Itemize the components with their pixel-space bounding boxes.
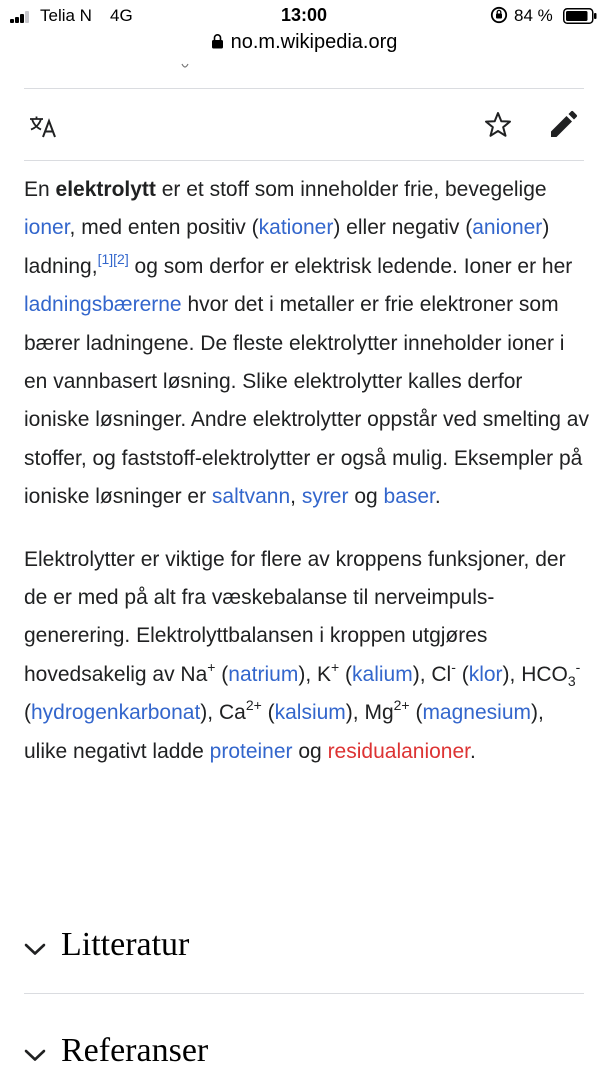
rotation-lock-icon bbox=[490, 6, 508, 24]
link-natrium[interactable]: natrium bbox=[228, 662, 299, 686]
link-kalsium[interactable]: kalsium bbox=[274, 701, 346, 725]
link-anioner[interactable]: anioner bbox=[472, 216, 543, 240]
link-residualanioner[interactable]: residualanioner bbox=[327, 739, 470, 763]
link-kalium[interactable]: kalium bbox=[352, 662, 413, 686]
link-ladningsbaererne[interactable]: ladningsbærerne bbox=[24, 293, 182, 317]
clipped-content-above bbox=[24, 63, 584, 71]
section-divider bbox=[24, 993, 584, 994]
link-ioner[interactable]: ioner bbox=[24, 216, 70, 240]
section-referanser[interactable] bbox=[24, 1026, 584, 1086]
link-kationer[interactable]: kationer bbox=[258, 216, 334, 240]
section-heading: Referanser bbox=[61, 1032, 209, 1069]
link-klor[interactable]: klor bbox=[468, 662, 503, 686]
article-content bbox=[24, 171, 589, 771]
carrier-name: Telia N bbox=[40, 6, 92, 25]
chevron-down-icon bbox=[24, 1047, 46, 1063]
link-syrer[interactable]: syrer bbox=[301, 485, 349, 509]
intro-paragraph: En elektrolytt er et stoff som inneholder frie, bevegelige ioner, med enten positiv (kationer) eller negativ (anioner) ladning,[1][2] og som derfor er elektrisk ledende. Ioner er her ladningsbærerne hvor det i metaller er frie elektroner som bærer ladningene. De fleste elektrolytter inneholder ioner i en vannbasert løsning. Slike elektrolytter kalles derfor ioniske løsninger. Andre elektrolytter oppstår ved smelting av stoffer, og faststoff-elektrolytter er også mulig. Eksempler på ioniske løsninger er saltvann, syrer og baser. bbox=[24, 178, 589, 509]
section-heading: Litteratur bbox=[61, 926, 190, 963]
star-icon[interactable] bbox=[483, 110, 513, 140]
language-icon[interactable] bbox=[28, 110, 58, 140]
status-time: 13:00 bbox=[280, 5, 328, 25]
link-saltvann[interactable]: saltvann bbox=[211, 485, 291, 509]
network-type: 4G bbox=[110, 6, 133, 25]
url-text: no.m.wikipedia.org bbox=[230, 31, 398, 53]
link-baser[interactable]: baser bbox=[383, 485, 435, 509]
battery-icon bbox=[563, 8, 597, 24]
link-proteiner[interactable]: proteiner bbox=[209, 739, 293, 763]
page-actions-toolbar bbox=[24, 90, 584, 160]
toolbar-bottom-divider bbox=[24, 160, 584, 161]
link-magnesium[interactable]: magnesium bbox=[422, 701, 531, 725]
address-bar[interactable] bbox=[0, 31, 608, 61]
chevron-down-icon bbox=[24, 941, 46, 957]
electrolyte-body-paragraph: Elektrolytter er viktige for flere av kroppens funksjoner, der de er med på alt fra væskebalanse til nerveimpuls-generering. Elektrolyttbalansen i kroppen utgjøres hovedsakelig av Na+ (natrium), K+ (kalium), Cl- (klor), $HCO_3^-$ (hydrogenkarbonat), $Ca^{2+}$ (kalsium), $Mg^{2+}$ (magnesium), ulike negativt ladde proteiner og residualanioner. bbox=[24, 547, 581, 763]
edit-pencil-icon[interactable] bbox=[548, 110, 578, 140]
reference-link-2[interactable]: [2] bbox=[113, 250, 129, 267]
reference-link-1[interactable]: [1] bbox=[97, 250, 114, 267]
battery-percent: 84 % bbox=[514, 6, 553, 25]
toolbar-top-divider bbox=[24, 88, 584, 89]
lock-icon bbox=[211, 33, 224, 49]
link-hydrogenkarbonat[interactable]: hydrogenkarbonat bbox=[31, 701, 201, 725]
status-bar bbox=[0, 0, 608, 34]
article-term: elektrolytt bbox=[55, 178, 156, 201]
section-litteratur[interactable] bbox=[24, 920, 584, 980]
